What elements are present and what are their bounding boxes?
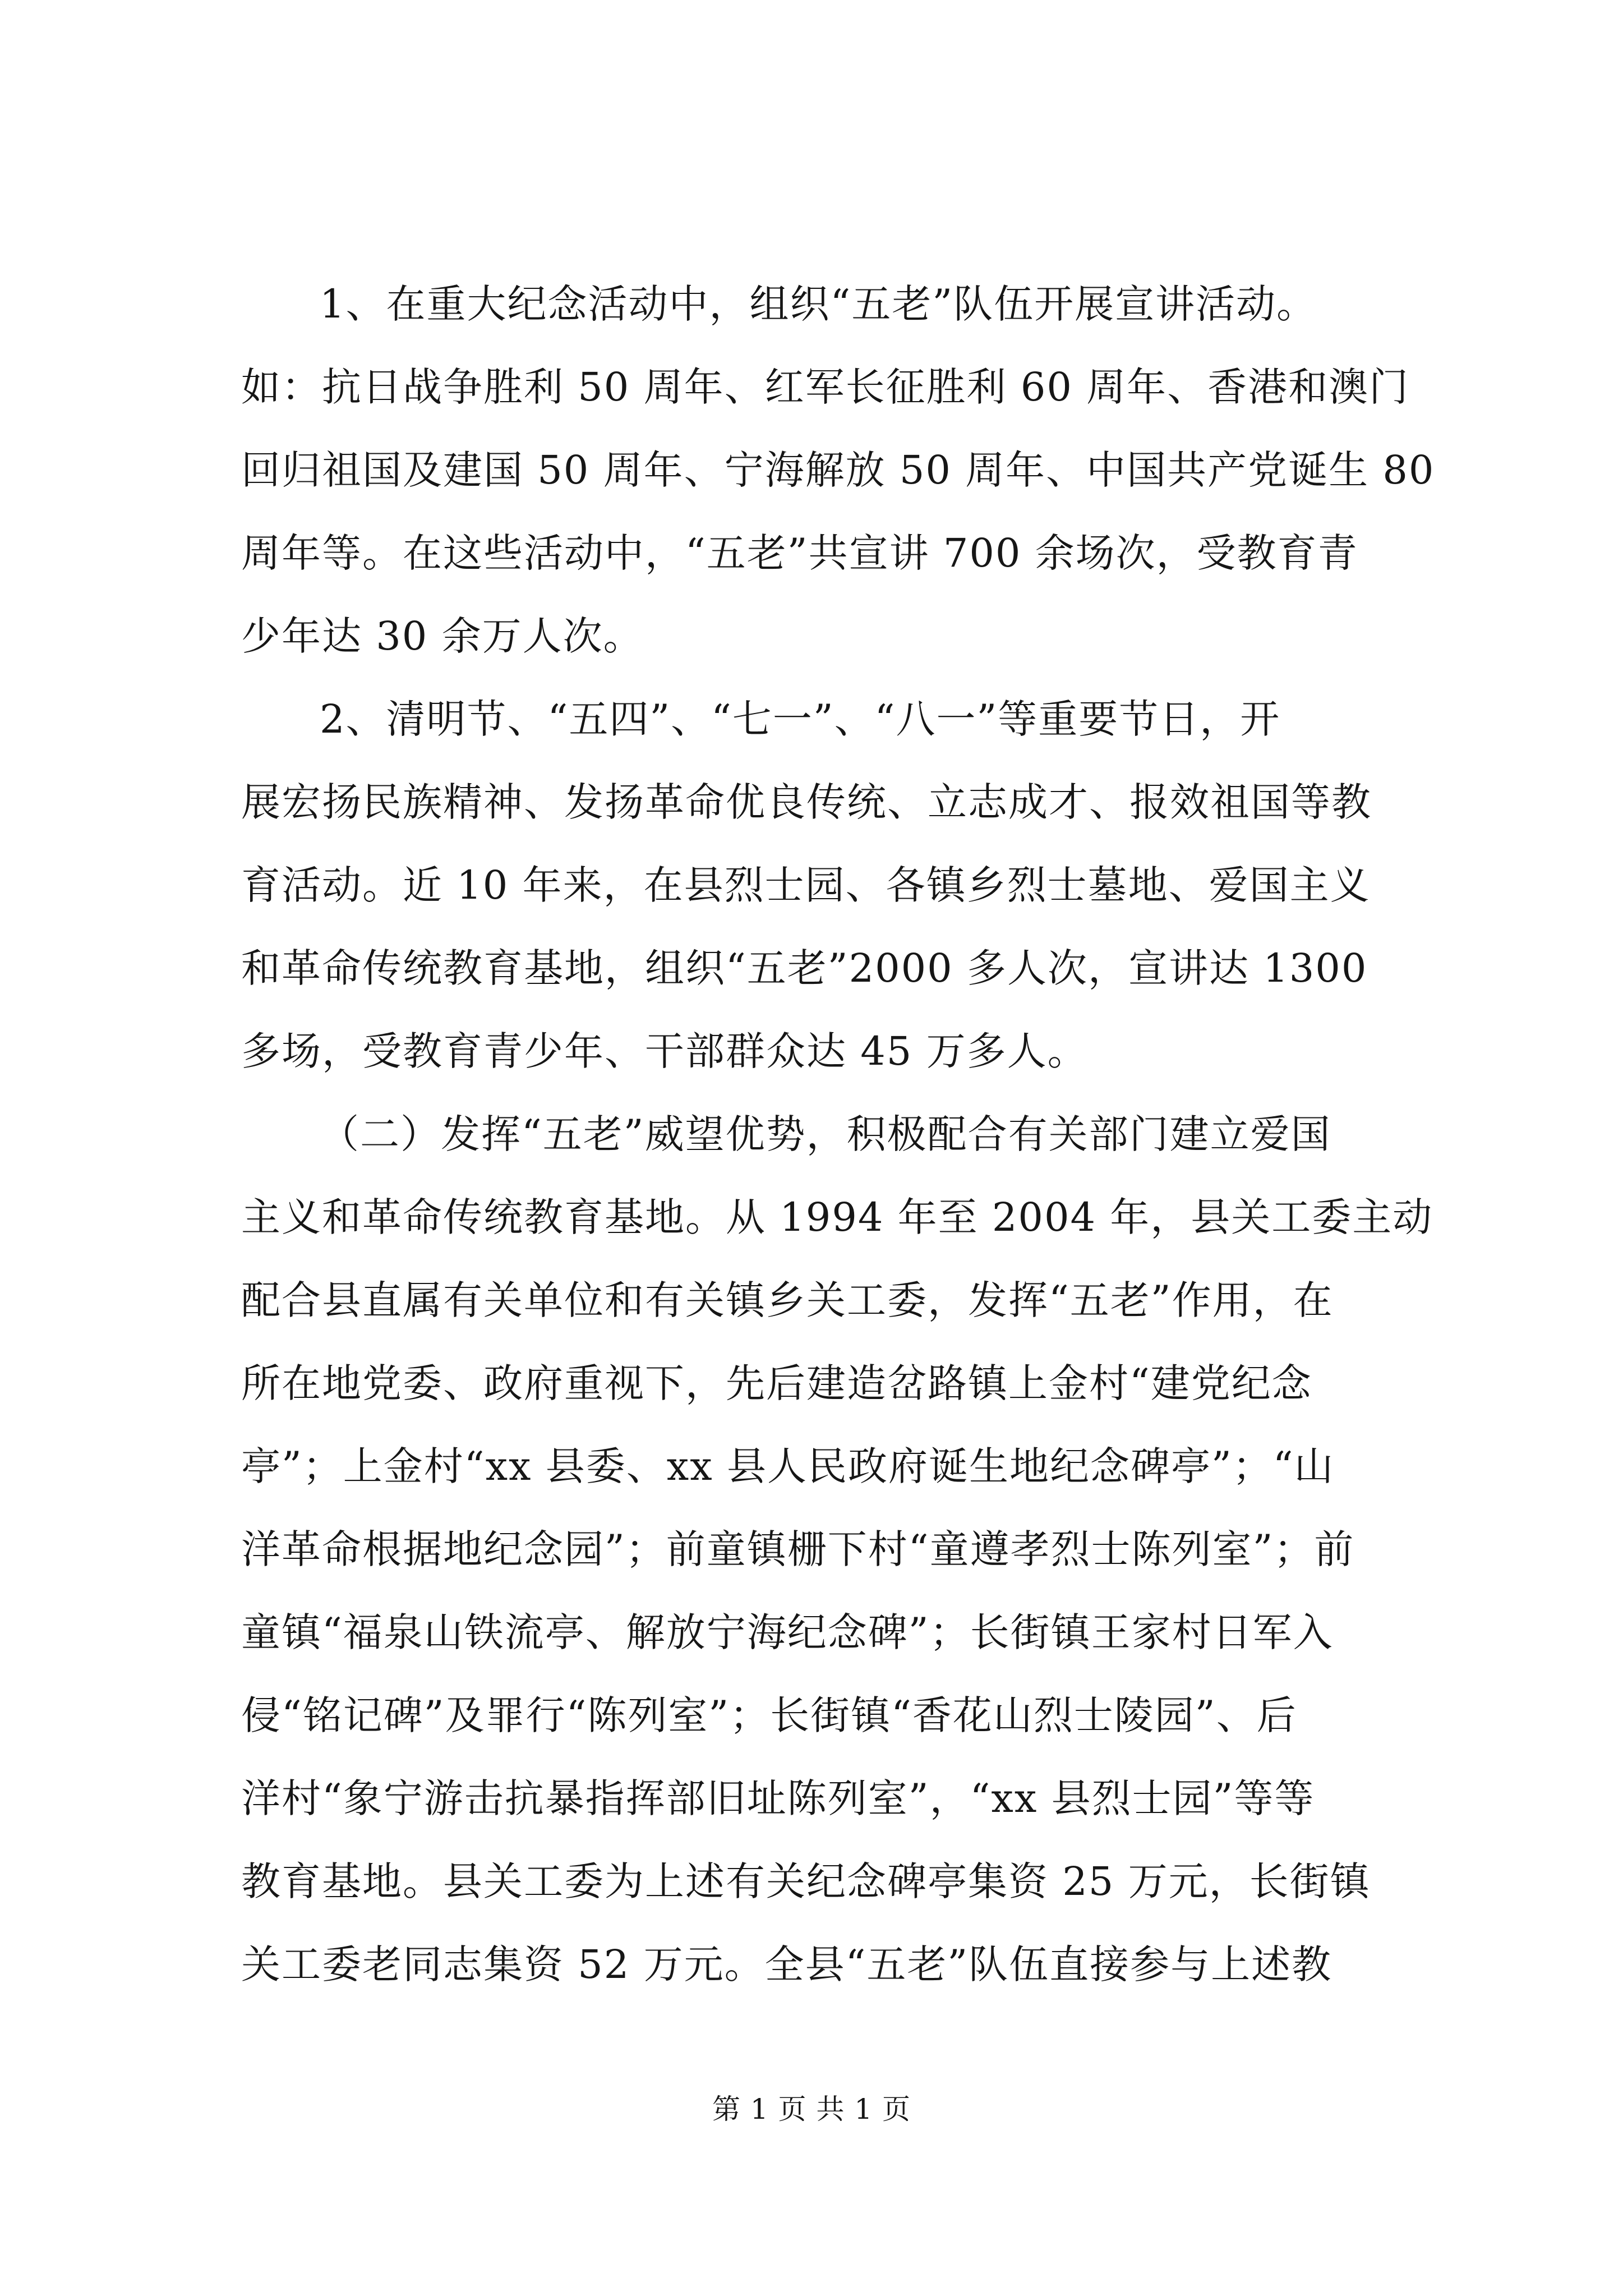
text-line: 少年达 30 余万人次。 (241, 613, 644, 659)
text-line: 亭”；上金村“xx 县委、xx 县人民政府诞生地纪念碑亭”；“山 (241, 1443, 1335, 1489)
text-line: 如：抗日战争胜利 50 周年、红军长征胜利 60 周年、香港和澳门 (241, 364, 1410, 410)
text-line: 1、在重大纪念活动中，组织“五老”队伍开展宣讲活动。 (320, 281, 1317, 327)
paragraph-3 (241, 1093, 1433, 2006)
text-line: 关工委老同志集资 52 万元。全县“五老”队伍直接参与上述教 (241, 1941, 1332, 1987)
text-line: 多场，受教育青少年、干部群众达 45 万多人。 (241, 1028, 1088, 1074)
document-body (241, 263, 1435, 2006)
text-line: 育活动。近 10 年来，在县烈士园、各镇乡烈士墓地、爱国主义 (241, 862, 1371, 908)
text-line: 教育基地。县关工委为上述有关纪念碑亭集资 25 万元，长街镇 (241, 1858, 1371, 1904)
text-line: 展宏扬民族精神、发扬革命优良传统、立志成才、报效祖国等教 (241, 779, 1372, 825)
text-line: 周年等。在这些活动中，“五老”共宣讲 700 余场次，受教育青 (241, 530, 1358, 576)
page-footer (0, 2090, 1623, 2129)
text-line: 和革命传统教育基地，组织“五老”2000 多人次，宣讲达 1300 (241, 945, 1368, 991)
text-line: 所在地党委、政府重视下，先后建造岔路镇上金村“建党纪念 (241, 1360, 1312, 1406)
text-line: 2、清明节、“五四”、“七一”、“八一”等重要节日，开 (320, 696, 1281, 742)
text-line: 洋革命根据地纪念园”；前童镇栅下村“童遵孝烈士陈列室”；前 (241, 1526, 1355, 1572)
text-line: 主义和革命传统教育基地。从 1994 年至 2004 年，县关工委主动 (241, 1194, 1433, 1240)
page-number: 第 1 页 共 1 页 (712, 2093, 911, 2125)
text-line: （二）发挥“五老”威望优势，积极配合有关部门建立爱国 (320, 1111, 1331, 1157)
text-line: 侵“铭记碑”及罪行“陈列室”；长街镇“香花山烈士陵园”、后 (241, 1692, 1297, 1738)
text-line: 洋村“象宁游击抗暴指挥部旧址陈列室”，“xx 县烈士园”等等 (241, 1775, 1315, 1821)
text-line: 童镇“福泉山铁流亭、解放宁海纪念碑”；长街镇王家村日军入 (241, 1609, 1334, 1655)
paragraph-2 (241, 678, 1419, 1093)
text-line: 配合县直属有关单位和有关镇乡关工委，发挥“五老”作用，在 (241, 1277, 1334, 1323)
paragraph-1 (241, 263, 1435, 678)
text-line: 回归祖国及建国 50 周年、宁海解放 50 周年、中国共产党诞生 80 (241, 447, 1435, 493)
